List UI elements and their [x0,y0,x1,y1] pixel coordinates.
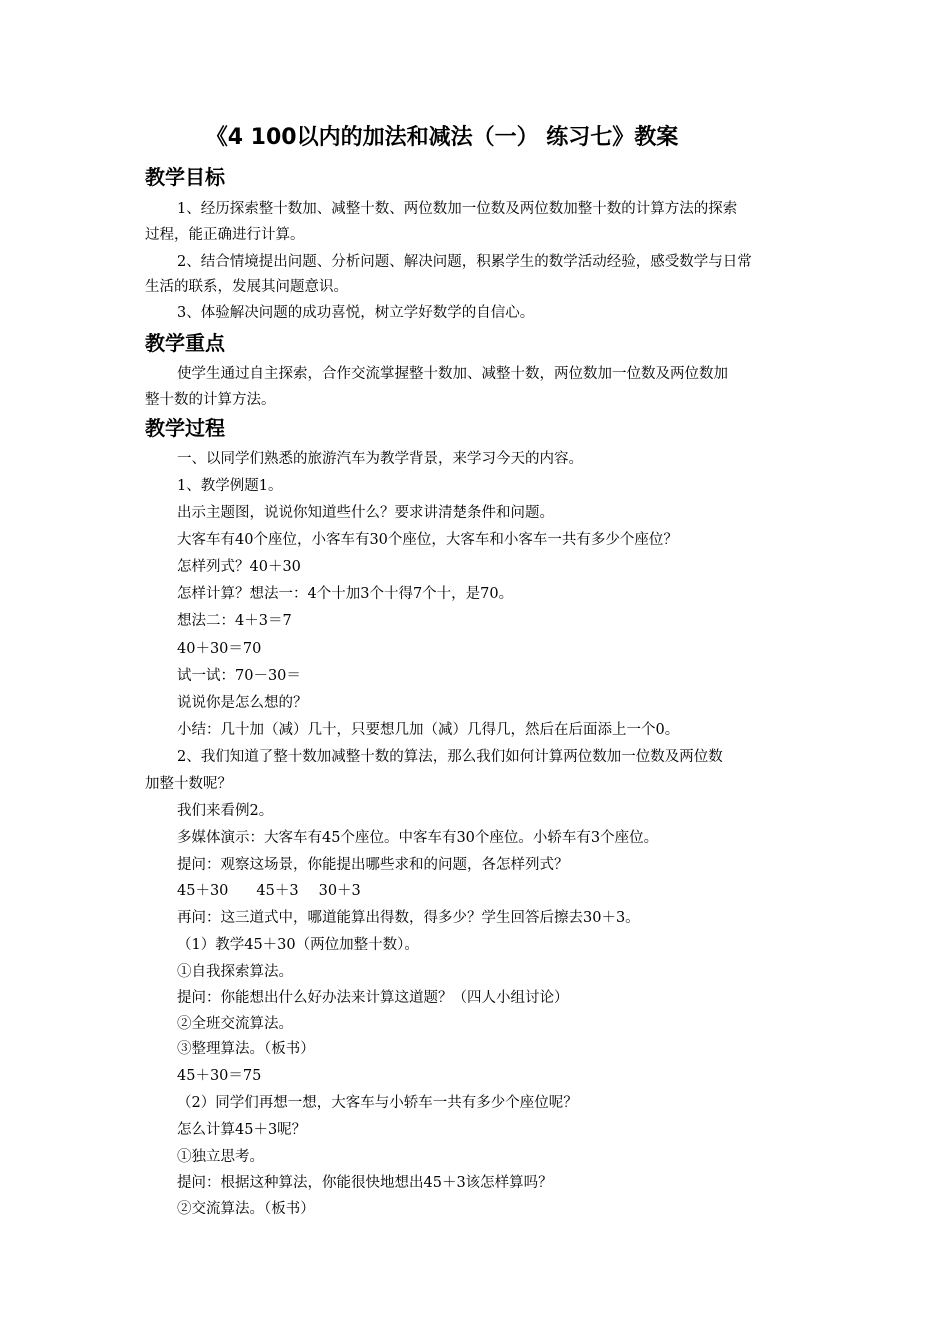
goals-line-5: 3、体验解决问题的成功喜悦，树立学好数学的自信心。 [177,305,535,321]
keypoints-line-2: 整十数的计算方法。 [145,392,276,408]
process-line: 加整十数呢？ [145,776,232,792]
document-title: 《4 100以内的加法和减法（一） 练习七》教案 [205,125,679,150]
process-line: 说说你是怎么想的？ [177,695,308,711]
process-line: 多媒体演示：大客车有45个座位。中客车有30个座位。小轿车有3个座位。 [177,830,659,846]
goals-line-2: 过程，能正确进行计算。 [145,227,305,243]
process-line: 再问：这三道式中，哪道能算出得数，得多少？学生回答后擦去30＋3。 [177,910,640,926]
expressions-line [177,880,810,902]
process-line: ①自我探索算法。 [177,964,293,980]
process-line: 怎样计算？想法一：4个十加3个十得7个十，是70。 [177,586,514,602]
process-line: ①独立思考。 [177,1149,264,1165]
heading-teaching-keypoints: 教学重点 [145,331,225,355]
expression-30-plus-3: 30＋3 [318,883,361,899]
goals-line-1: 1、经历探索整十数加、减整十数、两位数加一位数及两位数加整十数的计算方法的探索 [177,201,738,217]
process-line: ②交流算法。（板书） [177,1201,315,1217]
process-line: 想法二：4＋3＝7 [177,613,292,629]
heading-teaching-goals: 教学目标 [145,165,225,189]
process-line: ②全班交流算法。 [177,1016,293,1032]
process-line: 提问：你能想出什么好办法来计算这道题？（四人小组讨论） [177,990,569,1006]
process-line: 1、教学例题1。 [177,478,283,494]
process-line: （2）同学们再想一想，大客车与小轿车一共有多少个座位呢？ [177,1095,578,1111]
expression-45-plus-30: 45＋30 [177,883,229,899]
process-line: （1）教学45＋30（两位加整十数）。 [177,937,419,953]
process-line: 我们来看例2。 [177,803,274,819]
process-line: 提问：根据这种算法，你能很快地想出45＋3该怎样算吗？ [177,1175,553,1191]
process-line: 提问：观察这场景，你能提出哪些求和的问题，各怎样列式？ [177,857,569,873]
keypoints-line-1: 使学生通过自主探索，合作交流掌握整十数加、减整十数，两位数加一位数及两位数加 [177,366,728,382]
process-line: 45＋30＝75 [177,1068,262,1084]
goals-line-3: 2、结合情境提出问题、分析问题、解决问题，积累学生的数学活动经验，感受数学与日常 [177,254,752,270]
heading-teaching-process: 教学过程 [145,416,225,440]
process-line: 小结：几十加（减）几十，只要想几加（减）几得几，然后在后面添上一个0。 [177,722,680,738]
process-line: 出示主题图，说说你知道些什么？要求讲清楚条件和问题。 [177,505,554,521]
goals-line-4: 生活的联系，发展其问题意识。 [145,279,348,295]
process-line: 2、我们知道了整十数加减整十数的算法，那么我们如何计算两位数加一位数及两位数 [177,749,723,765]
process-line: 40＋30＝70 [177,641,262,657]
expression-45-plus-3: 45＋3 [256,883,299,899]
process-line: 大客车有40个座位，小客车有30个座位，大客车和小客车一共有多少个座位？ [177,532,678,548]
process-line: ③整理算法。（板书） [177,1041,315,1057]
process-line: 怎样列式？40＋30 [177,559,301,575]
process-line: 一、以同学们熟悉的旅游汽车为教学背景，来学习今天的内容。 [177,451,583,467]
process-line: 怎么计算45＋3呢？ [177,1122,307,1138]
process-line: 试一试：70－30＝ [177,668,301,684]
